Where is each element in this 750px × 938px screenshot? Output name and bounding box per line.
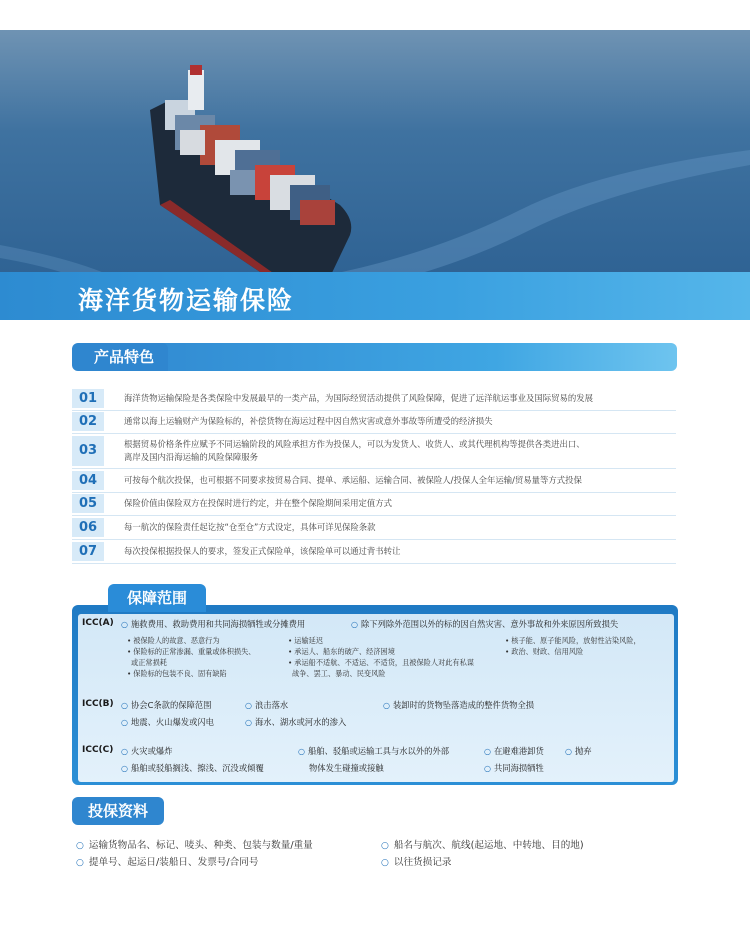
feature-text-line: 离岸及国内沿海运输的风险保障服务 — [124, 452, 258, 462]
feature-number: 04 — [72, 471, 104, 490]
icc-a-exclusion: • 被保险人的故意、恶意行为 — [127, 636, 220, 647]
icc-a-exclusion: • 承运船不适航、不适运、不适货，且被保险人对此有私谋 — [288, 658, 474, 669]
document-item: ○ 船名与航次、航线(起运地、中转地、目的地) — [381, 837, 584, 851]
feature-item-01 — [72, 389, 676, 408]
feature-number: 05 — [72, 494, 104, 513]
icc-a-exclusion: 战争、罢工、暴动、民变风险 — [292, 669, 386, 678]
feature-item-02 — [72, 412, 676, 431]
icc-a-exclusion: • 承运人、船东的破产、经济困境 — [288, 647, 395, 658]
icc-a-coverage-2: ○ 除下列除外范围以外的标的因自然灾害、意外事故和外来原因所致损失 — [351, 618, 618, 630]
divider — [72, 410, 676, 411]
icc-b-coverage: ○ 装卸时的货物坠落造成的整件货物全损 — [383, 699, 534, 711]
icc-a-exclusion: 或正常损耗 — [131, 658, 167, 667]
icc-b-coverage: ○ 协会C条款的保障范围 — [121, 699, 211, 711]
document-item: ○ 运输货物品名、标记、唛头、种类、包装与数量/重量 — [76, 837, 313, 851]
document-item: ○ 以往货损记录 — [381, 854, 451, 868]
icc-c-coverage: ○ 船舶或驳船搁浅、擦浅、沉没或倾覆 — [121, 762, 264, 774]
feature-number: 02 — [72, 412, 104, 431]
feature-text: 通常以海上运输财产为保险标的，补偿货物在海运过程中因自然灾害或意外事故等所遭受的经济损失 — [124, 416, 493, 426]
icc-c-coverage: ○ 共同海损牺牲 — [484, 762, 544, 774]
feature-item-07 — [72, 542, 676, 561]
divider — [72, 515, 676, 516]
icc-a-exclusion: • 保险标的正常渗漏、重量或体积损失、 — [127, 647, 255, 658]
feature-text-line: 根据贸易价格条件应赋予不同运输阶段的风险承担方作为投保人，可以为发货人、收货人、或其代理机构等提供各类进出口、 — [124, 439, 585, 449]
icc-c-coverage: 物体发生碰撞或接触 — [309, 763, 384, 773]
divider — [72, 433, 676, 434]
feature-number: 03 — [72, 436, 104, 466]
divider — [72, 563, 676, 564]
feature-text: 保险价值由保险双方在投保时进行约定，并在整个保险期间采用定值方式 — [124, 498, 392, 508]
feature-text: 每一航次的保险责任起讫按“仓至仓”方式设定，具体可详见保险条款 — [124, 522, 376, 532]
feature-text: 海洋货物运输保险是各类保险中发展最早的一类产品，为国际经贸活动提供了风险保障，促进了远洋航运事业及国际贸易的发展 — [124, 393, 593, 403]
icc-b-coverage: ○ 地震、火山爆发或闪电 — [121, 716, 214, 728]
icc-c-coverage: ○ 火灾或爆炸 — [121, 745, 172, 757]
features-heading: 产品特色 — [80, 343, 168, 371]
icc-c-coverage: ○ 船舶、驳船或运输工具与水以外的外部 — [298, 745, 449, 757]
divider — [72, 492, 676, 493]
feature-number: 07 — [72, 542, 104, 561]
feature-number: 06 — [72, 518, 104, 537]
icc-a-label: ICC(A) — [82, 618, 114, 628]
feature-number: 01 — [72, 389, 104, 408]
coverage-heading: 保障范围 — [108, 584, 206, 612]
icc-c-coverage: ○ 抛弃 — [565, 745, 592, 757]
page-title: 海洋货物运输保险 — [78, 286, 295, 315]
document-item: ○ 提单号、起运日/装船日、发票号/合同号 — [76, 854, 258, 868]
icc-b-coverage: ○ 海水、湖水或河水的渗入 — [245, 716, 346, 728]
divider — [72, 539, 676, 540]
icc-a-exclusion: • 核子能、原子能风险，放射性沾染风险， — [505, 636, 641, 647]
feature-text: 每次投保根据投保人的要求，签发正式保险单，该保险单可以通过背书转让 — [124, 546, 401, 556]
feature-item-06 — [72, 518, 676, 537]
icc-a-exclusion: • 运输延迟 — [288, 636, 323, 647]
feature-text: 可按每个航次投保，也可根据不同要求按贸易合同、提单、承运船、运输合同、被保险人/投保人全年运输/贸易量等方式投保 — [124, 475, 582, 485]
divider — [72, 468, 676, 469]
icc-a-exclusion: • 政治、财政、信用风险 — [505, 647, 583, 658]
feature-item-05 — [72, 494, 676, 513]
icc-a-exclusion: • 保险标的包装不良、固有缺陷 — [127, 669, 227, 680]
feature-item-03 — [72, 436, 676, 466]
feature-text — [124, 438, 585, 464]
icc-b-coverage: ○ 浪击落水 — [245, 699, 288, 711]
icc-a-coverage-1: ○ 施救费用、救助费用和共同海损牺牲或分摊费用 — [121, 618, 305, 630]
documents-heading: 投保资料 — [72, 797, 164, 825]
icc-b-label: ICC(B) — [82, 699, 114, 709]
feature-item-04 — [72, 471, 676, 490]
icc-c-coverage: ○ 在避难港卸货 — [484, 745, 544, 757]
icc-c-label: ICC(C) — [82, 745, 114, 755]
